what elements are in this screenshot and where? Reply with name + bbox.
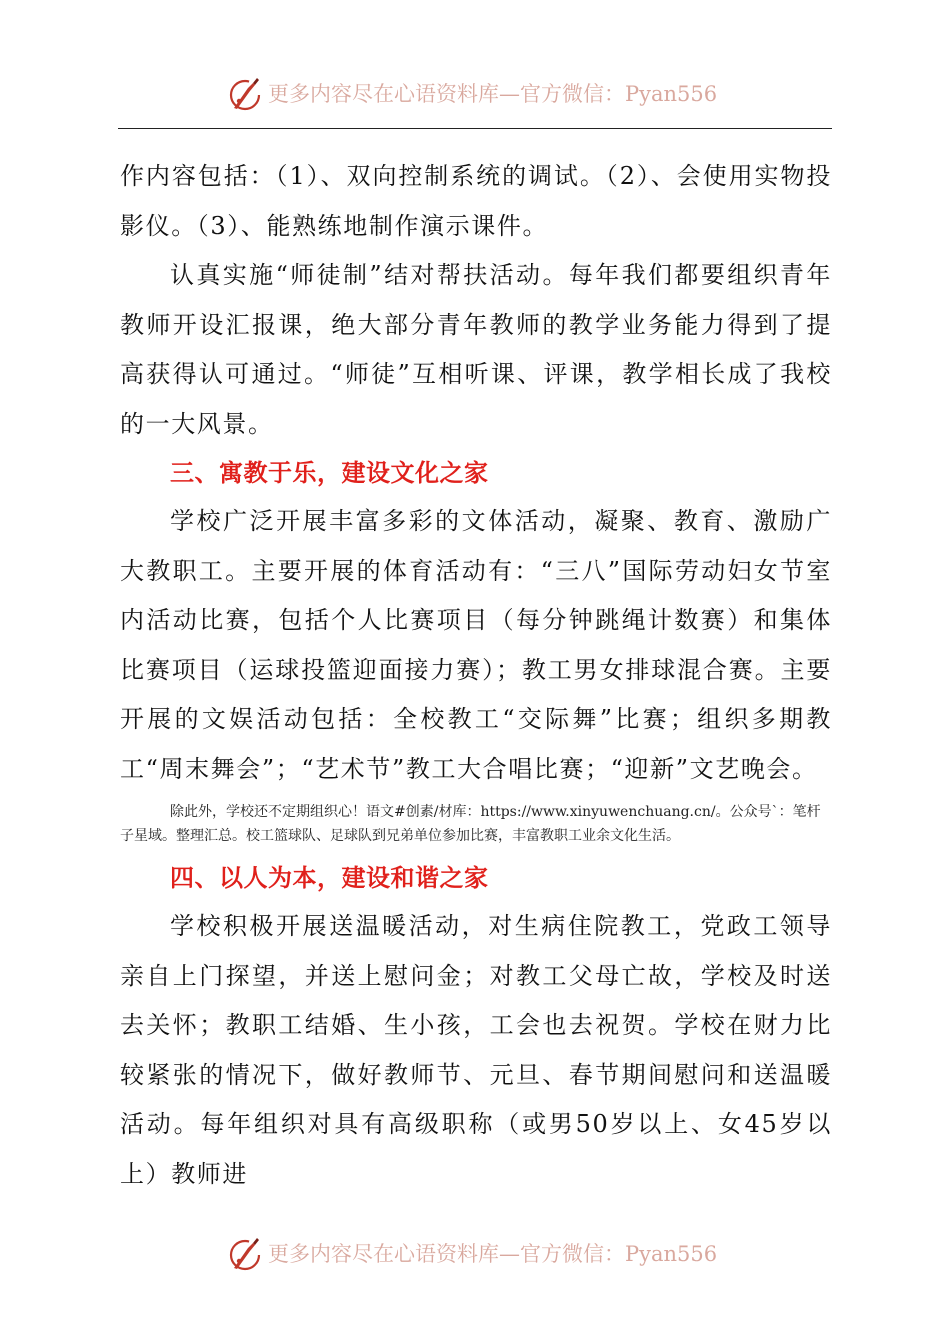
small-note-paragraph: 除此外，学校还不定期组织心！语文#创素/材库：https://www.xinyuwenchuang.cn/。公众号`：笔杆子星域。整理汇总。校工篮球队、足球队到兄弟单位参加比赛，丰富教职工业余文化生活。 xyxy=(120,804,821,844)
pen-logo-icon xyxy=(226,74,264,114)
paragraph: 作内容包括：（1）、双向控制系统的调试。（2）、会使用实物投影仪。（3）、能熟练地制作演示课件。 xyxy=(120,162,832,240)
section-heading: 三、寓教于乐，建设文化之家 xyxy=(170,459,489,487)
banner-text: 更多内容尽在心语资料库—官方微信：Pyan556 xyxy=(268,1242,718,1266)
banner-text: 更多内容尽在心语资料库—官方微信：Pyan556 xyxy=(268,82,718,106)
section-heading: 四、以人为本，建设和谐之家 xyxy=(170,864,489,892)
header-banner xyxy=(0,72,950,116)
paragraph: 学校广泛开展丰富多彩的文体活动，凝聚、教育、激励广大教职工。主要开展的体育活动有：“三八”国际劳动妇女节室内活动比赛，包括个人比赛项目（每分钟跳绳计数赛）和集体比赛项目（运球投篮迎面接力赛）；教工男女排球混合赛。主要开展的文娱活动包括：全校教工“交际舞”比赛；组织多期教工“周末舞会”；“艺术节”教工大合唱比赛；“迎新”文艺晚会。 xyxy=(120,507,832,783)
paragraph: 学校积极开展送温暖活动，对生病住院教工，党政工领导亲自上门探望，并送上慰问金；对教工父母亡故，学校及时送去关怀；教职工结婚、生小孩，工会也去祝贺。学校在财力比较紧张的情况下，做好教师节、元旦、春节期间慰问和送温暖活动。每年组织对具有高级职称（或男50岁以上、女45岁以上）教师进 xyxy=(120,912,832,1188)
pen-logo-icon xyxy=(226,1234,264,1274)
paragraph: 认真实施“师徒制”结对帮扶活动。每年我们都要组织青年教师开设汇报课，绝大部分青年教师的教学业务能力得到了提高获得认可通过。“师徒”互相听课、评课，教学相长成了我校的一大风景。 xyxy=(120,261,832,438)
header-rule xyxy=(118,128,832,129)
document-body xyxy=(120,152,832,1199)
footer-banner xyxy=(0,1232,950,1276)
